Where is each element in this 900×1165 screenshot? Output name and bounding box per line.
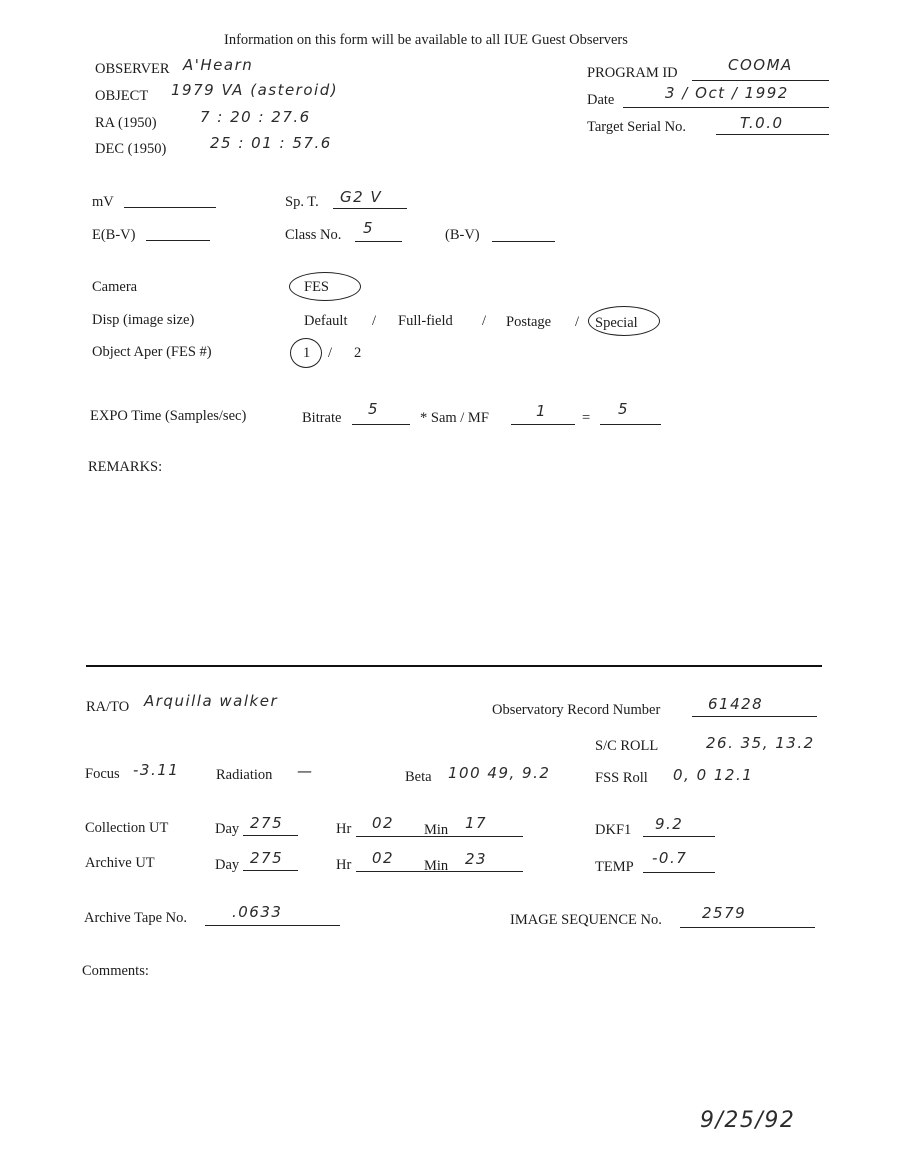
aper-option-1-circle <box>290 338 322 368</box>
class-no-value: 5 <box>363 219 375 237</box>
bitrate-line <box>352 424 410 425</box>
camera-label: Camera <box>92 279 138 295</box>
radiation-label: Radiation <box>216 767 273 783</box>
beta-label: Beta <box>405 769 432 785</box>
archive-hr-label: Hr <box>336 857 352 873</box>
camera-circle <box>289 272 361 301</box>
collection-hr-label: Hr <box>336 821 352 837</box>
footer-handwritten-date: 9/25/92 <box>700 1108 796 1133</box>
disp-separator: / <box>372 313 377 329</box>
bv-line <box>492 241 555 242</box>
target-serial-line <box>716 134 829 135</box>
section-divider <box>86 665 822 667</box>
archive-day-value: 275 <box>250 849 284 867</box>
disp-separator: / <box>575 314 580 330</box>
collection-min-label: Min <box>424 822 449 838</box>
program-id-value: COOMA <box>728 56 793 74</box>
bitrate-value: 5 <box>368 400 380 418</box>
obs-record-line <box>692 716 817 717</box>
bitrate-label: Bitrate <box>302 410 342 426</box>
fss-roll-value: 0, 0 12.1 <box>673 766 754 784</box>
comments-label: Comments: <box>82 963 149 979</box>
disp-label: Disp (image size) <box>92 312 195 328</box>
form-header: Information on this form will be available to all IUE Guest Observers <box>224 32 628 48</box>
object-label: OBJECT <box>95 88 149 104</box>
sam-mf-label: * Sam / MF <box>420 410 489 426</box>
program-id-line <box>692 80 829 81</box>
dkf1-value: 9.2 <box>655 815 684 833</box>
archive-day-line <box>243 870 298 871</box>
beta-value: 100 49, 9.2 <box>448 764 551 782</box>
temp-line <box>643 872 715 873</box>
image-sequence-line <box>680 927 815 928</box>
ebv-line <box>146 240 210 241</box>
aper-option-1: 1 <box>303 345 311 361</box>
archive-hr-value: 02 <box>372 849 395 867</box>
disp-option-default: Default <box>304 313 348 329</box>
ra-value: 7 : 20 : 27.6 <box>200 108 311 126</box>
disp-special-circle <box>588 306 660 336</box>
obs-record-value: 61428 <box>708 695 764 713</box>
rato-label: RA/TO <box>86 699 130 715</box>
mv-line <box>124 207 216 208</box>
target-serial-value: T.0.0 <box>740 114 784 132</box>
remarks-label: REMARKS: <box>88 459 163 475</box>
class-no-line <box>355 241 402 242</box>
image-sequence-label: IMAGE SEQUENCE No. <box>510 912 662 928</box>
ra-label: RA (1950) <box>95 115 157 131</box>
sc-roll-label: S/C ROLL <box>595 738 659 754</box>
dkf1-line <box>643 836 715 837</box>
archive-tape-line <box>205 925 340 926</box>
ebv-label: E(B-V) <box>92 227 136 243</box>
mv-label: mV <box>92 194 114 210</box>
class-no-label: Class No. <box>285 227 342 243</box>
archive-day-label: Day <box>215 857 240 873</box>
collection-day-label: Day <box>215 821 240 837</box>
archive-min-label: Min <box>424 858 449 874</box>
aper-separator: / <box>328 345 333 361</box>
observer-label: OBSERVER <box>95 61 170 77</box>
sp-t-value: G2 V <box>340 188 383 206</box>
radiation-value: — <box>297 762 314 780</box>
archive-tape-label: Archive Tape No. <box>84 910 188 926</box>
archive-hr-min-line <box>356 871 523 872</box>
collection-hr-value: 02 <box>372 814 395 832</box>
collection-ut-label: Collection UT <box>85 820 169 836</box>
focus-label: Focus <box>85 766 120 782</box>
disp-separator: / <box>482 313 487 329</box>
expo-result-value: 5 <box>618 400 630 418</box>
archive-ut-label: Archive UT <box>85 855 155 871</box>
rato-value: Arquilla walker <box>144 692 279 710</box>
bv-label: (B-V) <box>445 227 480 243</box>
collection-day-value: 275 <box>250 814 284 832</box>
obs-record-label: Observatory Record Number <box>492 702 661 718</box>
mf-line <box>511 424 575 425</box>
temp-label: TEMP <box>595 859 634 875</box>
archive-min-value: 23 <box>465 850 488 868</box>
object-value: 1979 VA (asteroid) <box>171 81 339 99</box>
sp-t-line <box>333 208 407 209</box>
disp-option-special: Special <box>595 315 638 331</box>
observer-value: A'Hearn <box>183 56 254 74</box>
expo-result-line <box>600 424 661 425</box>
target-serial-label: Target Serial No. <box>587 119 686 135</box>
disp-option-full-field: Full-field <box>398 313 453 329</box>
sp-t-label: Sp. T. <box>285 194 319 210</box>
collection-hr-min-line <box>356 836 523 837</box>
temp-value: -0.7 <box>652 849 688 867</box>
expo-equals: = <box>582 410 591 426</box>
aper-option-2: 2 <box>354 345 362 361</box>
collection-min-value: 17 <box>465 814 488 832</box>
date-label: Date <box>587 92 615 108</box>
focus-value: -3.11 <box>133 761 180 779</box>
dec-label: DEC (1950) <box>95 141 167 157</box>
mf-value: 1 <box>536 402 548 420</box>
fss-roll-label: FSS Roll <box>595 770 648 786</box>
camera-value: FES <box>304 279 329 295</box>
archive-tape-value: .0633 <box>232 903 283 921</box>
dec-value: 25 : 01 : 57.6 <box>210 134 332 152</box>
sc-roll-value: 26. 35, 13.2 <box>706 734 815 752</box>
date-value: 3 / Oct / 1992 <box>665 84 789 102</box>
program-id-label: PROGRAM ID <box>587 65 678 81</box>
image-sequence-value: 2579 <box>702 904 747 922</box>
collection-day-line <box>243 835 298 836</box>
date-line <box>623 107 829 108</box>
dkf1-label: DKF1 <box>595 822 632 838</box>
aper-label: Object Aper (FES #) <box>92 344 212 360</box>
expo-label: EXPO Time (Samples/sec) <box>90 408 247 424</box>
disp-option-postage: Postage <box>506 314 552 330</box>
